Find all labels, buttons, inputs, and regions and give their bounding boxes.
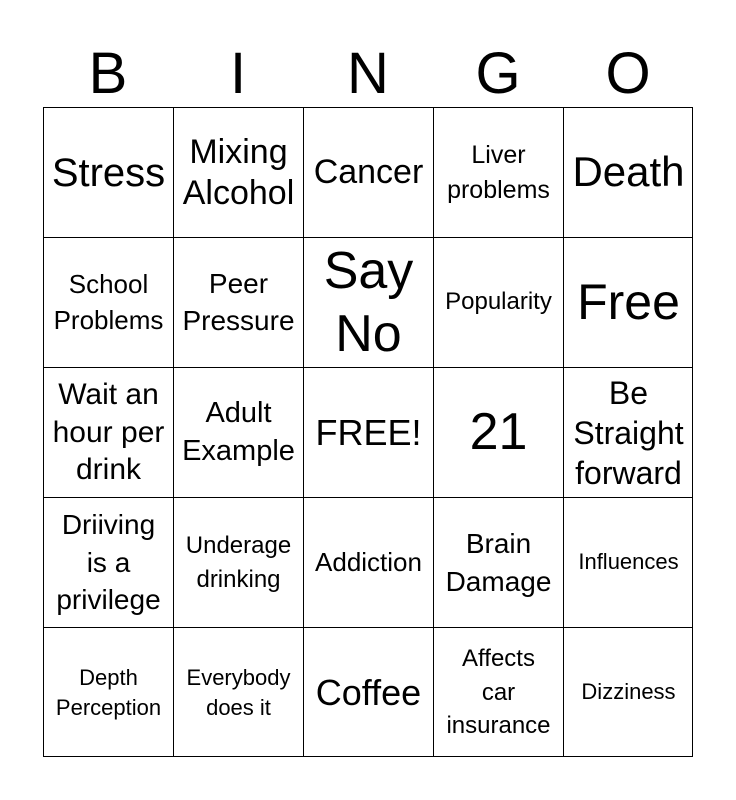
header-letter-o: O <box>605 41 651 106</box>
cell-text: Adult Example <box>182 396 295 467</box>
bingo-cell[interactable] <box>563 367 693 497</box>
cell-text: Everybody does it <box>186 664 291 720</box>
cell-text: Affects car insurance <box>446 645 551 740</box>
cell-text: Coffee <box>315 671 422 713</box>
cell-text: Be Straight forward <box>573 374 684 491</box>
cell-text: Underage drinking <box>185 531 292 593</box>
cell-text: School Problems <box>53 269 164 335</box>
cell-text: Popularity <box>445 288 552 316</box>
cell-text: Dizziness <box>581 679 676 705</box>
cell-text: Driiving is a privilege <box>56 508 161 616</box>
cell-text: Free <box>577 274 680 330</box>
cell-text: FREE! <box>315 411 422 453</box>
bingo-cell[interactable] <box>303 237 433 367</box>
cell-text: Death <box>572 148 685 196</box>
header-letter-b: B <box>88 41 128 106</box>
bingo-cell[interactable] <box>43 497 173 627</box>
bingo-cell[interactable] <box>433 237 563 367</box>
cell-text: Depth Perception <box>55 664 162 720</box>
bingo-cell[interactable] <box>303 497 433 627</box>
bingo-cell[interactable] <box>433 107 563 237</box>
bingo-cell[interactable] <box>433 627 563 757</box>
bingo-cell[interactable] <box>173 367 303 497</box>
header-letter-g: G <box>475 41 521 106</box>
bingo-cell[interactable] <box>43 107 173 237</box>
cell-text: 21 <box>469 402 528 461</box>
bingo-cell[interactable] <box>563 237 693 367</box>
cell-text: Cancer <box>313 153 424 192</box>
cell-text: Influences <box>578 549 679 575</box>
bingo-cell[interactable] <box>43 367 173 497</box>
cell-text: Wait an hour per drink <box>52 378 165 487</box>
bingo-cell[interactable] <box>303 107 433 237</box>
cell-text: Mixing Alcohol <box>182 132 295 212</box>
bingo-cell[interactable] <box>563 627 693 757</box>
cell-text: Brain Damage <box>445 527 552 597</box>
cell-text: Say No <box>323 242 414 363</box>
bingo-cell[interactable] <box>173 497 303 627</box>
bingo-cell[interactable] <box>43 237 173 367</box>
bingo-cell[interactable] <box>173 237 303 367</box>
bingo-header <box>43 40 693 108</box>
header-letter-n: N <box>347 41 389 106</box>
header-letter-i: I <box>229 41 247 106</box>
bingo-board <box>43 107 693 757</box>
cell-text: Stress <box>51 150 166 195</box>
bingo-cell[interactable] <box>173 107 303 237</box>
cell-text: Liver problems <box>447 140 550 204</box>
cell-text: Peer Pressure <box>182 268 295 336</box>
bingo-cell[interactable] <box>303 367 433 497</box>
bingo-cell[interactable] <box>563 107 693 237</box>
bingo-cell[interactable] <box>43 627 173 757</box>
bingo-cell[interactable] <box>173 627 303 757</box>
bingo-cell[interactable] <box>433 497 563 627</box>
bingo-cell[interactable] <box>563 497 693 627</box>
cell-text: Addiction <box>315 546 422 577</box>
bingo-cell[interactable] <box>303 627 433 757</box>
bingo-cell[interactable] <box>433 367 563 497</box>
